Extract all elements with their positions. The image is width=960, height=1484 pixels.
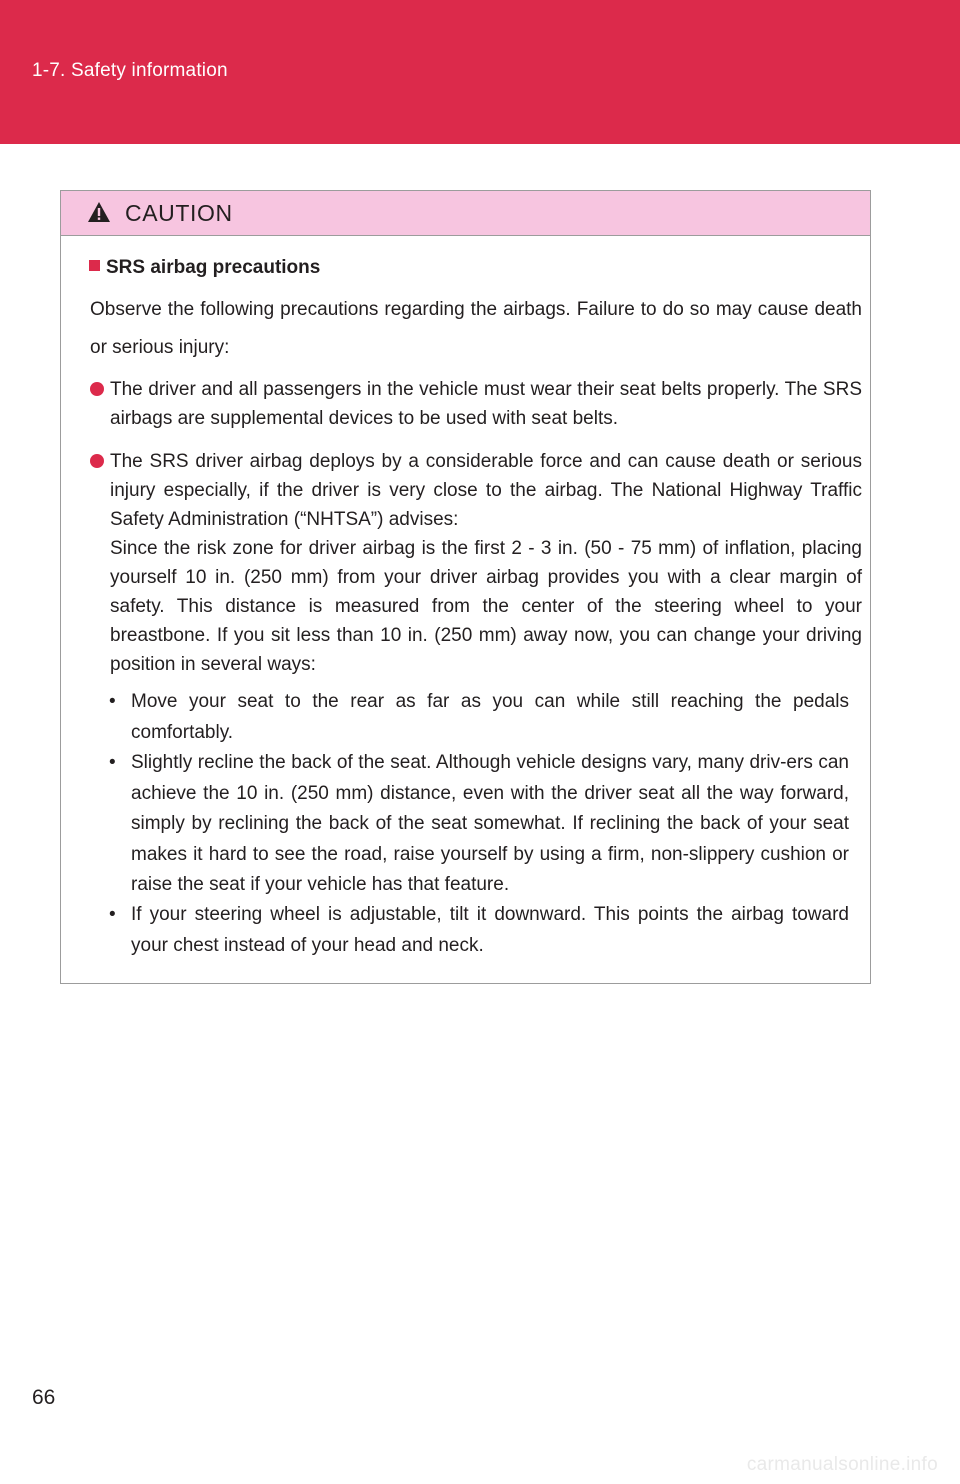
sub-list-text: Move your seat to the rear as far as you can while still reaching the pedals comfortably. xyxy=(131,691,849,743)
sub-list-text: Slightly recline the back of the seat. Although vehicle designs vary, many driv-ers can achieve the 10 in. (250 mm) distance, even with the driver seat all the way forward, simply by reclining the back of the seat somewhat. If reclining the back of your seat makes it hard to see the road, raise yourself by using a firm, non-slippery cushion or raise the seat if your vehicle has that feature. xyxy=(131,752,849,895)
page-number: 66 xyxy=(32,1386,56,1409)
square-bullet-icon xyxy=(89,260,100,271)
bullet-text-continuation: Since the risk zone for driver airbag is the first 2 - 3 in. (50 - 75 mm) of inflation, placing yourself 10 in. (250 mm) from your driver airbag provides you with a clear margin of safety. This distance is measured from the center of the steering wheel to your breastbone. If you sit less than 10 in. (250 mm) away now, you can change your driving position in several ways: xyxy=(110,538,862,675)
precautions-heading-text: SRS airbag precautions xyxy=(106,257,321,278)
bullet-item xyxy=(90,447,862,679)
section-header-band xyxy=(0,0,960,144)
sub-list-item xyxy=(109,748,849,901)
bullet-item xyxy=(90,375,862,433)
watermark: carmanualsonline.info xyxy=(746,1454,938,1475)
round-bullet-icon xyxy=(90,454,104,468)
precautions-heading xyxy=(89,257,320,279)
caution-header xyxy=(61,191,870,236)
caution-box xyxy=(60,190,871,984)
small-bullet-icon: • xyxy=(109,904,116,925)
section-title: 1-7. Safety information xyxy=(32,60,228,81)
small-bullet-icon: • xyxy=(109,752,116,773)
bullet-text: The SRS driver airbag deploys by a considerable force and can cause death or serious injury especially, if the driver is very close to the airbag. The National Highway Traffic Safety Administration (“NHTSA”) advises: xyxy=(110,451,862,530)
round-bullet-icon xyxy=(90,382,104,396)
intro-paragraph: Observe the following precautions regarding the airbags. Failure to do so may cause death or serious injury: xyxy=(90,299,862,358)
small-bullet-icon: • xyxy=(109,691,116,712)
sub-list-item xyxy=(109,900,849,961)
sub-list-item xyxy=(109,687,849,748)
bullet-text: The driver and all passengers in the vehicle must wear their seat belts properly. The SRS airbags are supplemental devices to be used with seat belts. xyxy=(110,379,862,429)
warning-triangle-icon xyxy=(87,201,111,223)
sub-list-text: If your steering wheel is adjustable, tilt it downward. This points the airbag toward your chest instead of your head and neck. xyxy=(131,904,849,956)
caution-label: CAUTION xyxy=(125,200,233,226)
